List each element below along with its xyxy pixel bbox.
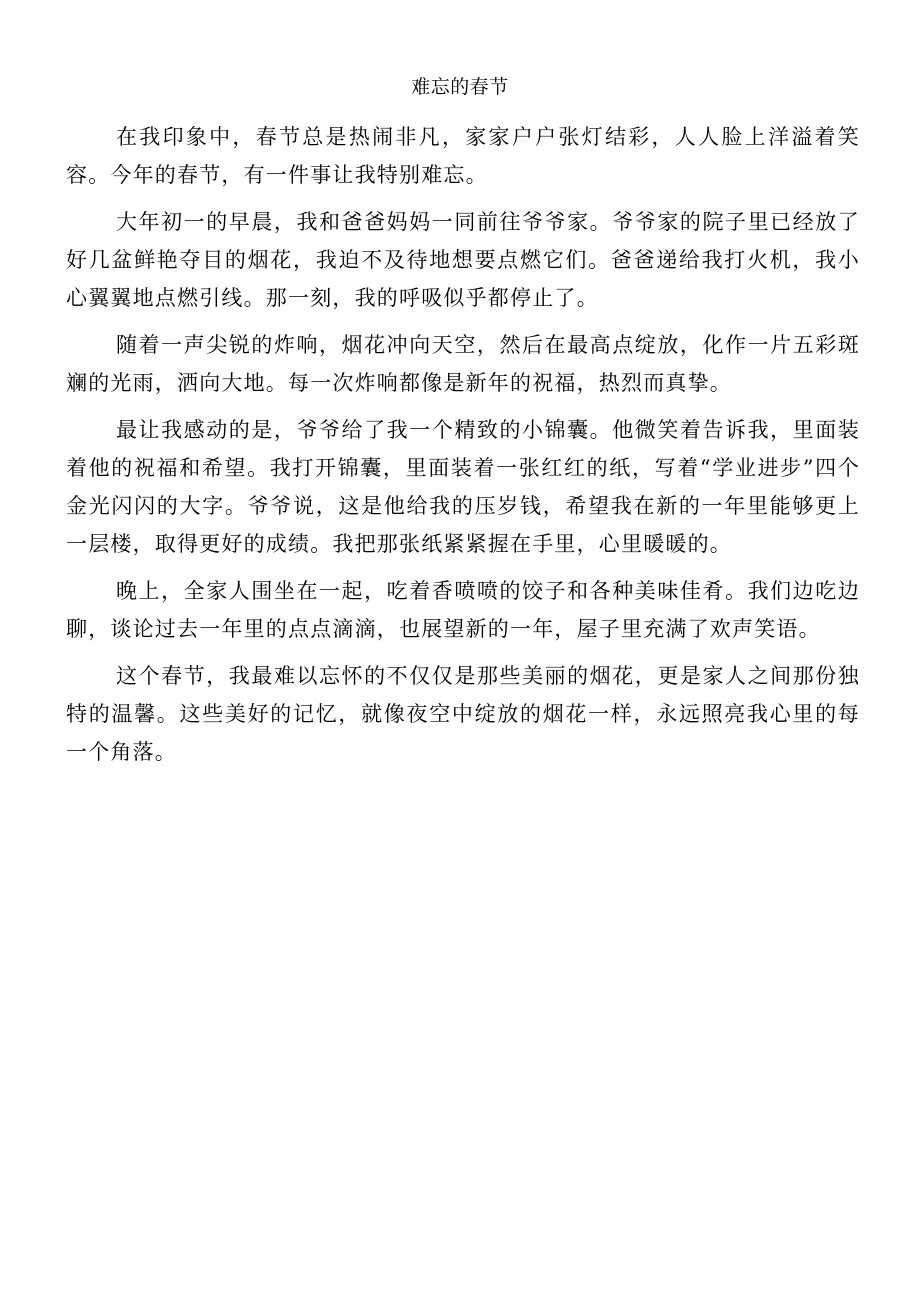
document-title: 难忘的春节: [411, 76, 509, 98]
paragraph-6: 这个春节，我最难以忘怀的不仅仅是那些美丽的烟花，更是家人之间那份独特的温馨。这些美好的记忆，就像夜空中绽放的烟花一样，永远照亮我心里的每一个角落。: [66, 664, 860, 764]
paragraph-2: 大年初一的早晨，我和爸爸妈妈一同前往爷爷家。爷爷家的院子里已经放了好几盆鲜艳夺目的烟花，我迫不及待地想要点燃它们。爸爸递给我打火机，我小心翼翼地点燃引线。那一刻，我的呼吸似乎都停止了。: [66, 210, 860, 310]
paragraph-1: 在我印象中，春节总是热闹非凡，家家户户张灯结彩，人人脸上洋溢着笑容。今年的春节，有一件事让我特别难忘。: [66, 125, 860, 187]
document-body: [66, 118, 860, 780]
paragraph-4: 最让我感动的是，爷爷给了我一个精致的小锦囊。他微笑着告诉我，里面装着他的祝福和希望。我打开锦囊，里面装着一张红红的纸，写着“学业进步”四个金光闪闪的大字。爷爷说，这是他给我的压岁钱，希望我在新的一年里能够更上一层楼，取得更好的成绩。我把那张纸紧紧握在手里，心里暖暖的。: [66, 418, 860, 556]
paragraph-5: 晚上，全家人围坐在一起，吃着香喷喷的饺子和各种美味佳肴。我们边吃边聊，谈论过去一年里的点点滴滴，也展望新的一年，屋子里充满了欢声笑语。: [66, 579, 860, 641]
paragraph-3: 随着一声尖锐的炸响，烟花冲向天空，然后在最高点绽放，化作一片五彩斑斓的光雨，洒向大地。每一次炸响都像是新年的祝福，热烈而真挚。: [66, 333, 860, 395]
